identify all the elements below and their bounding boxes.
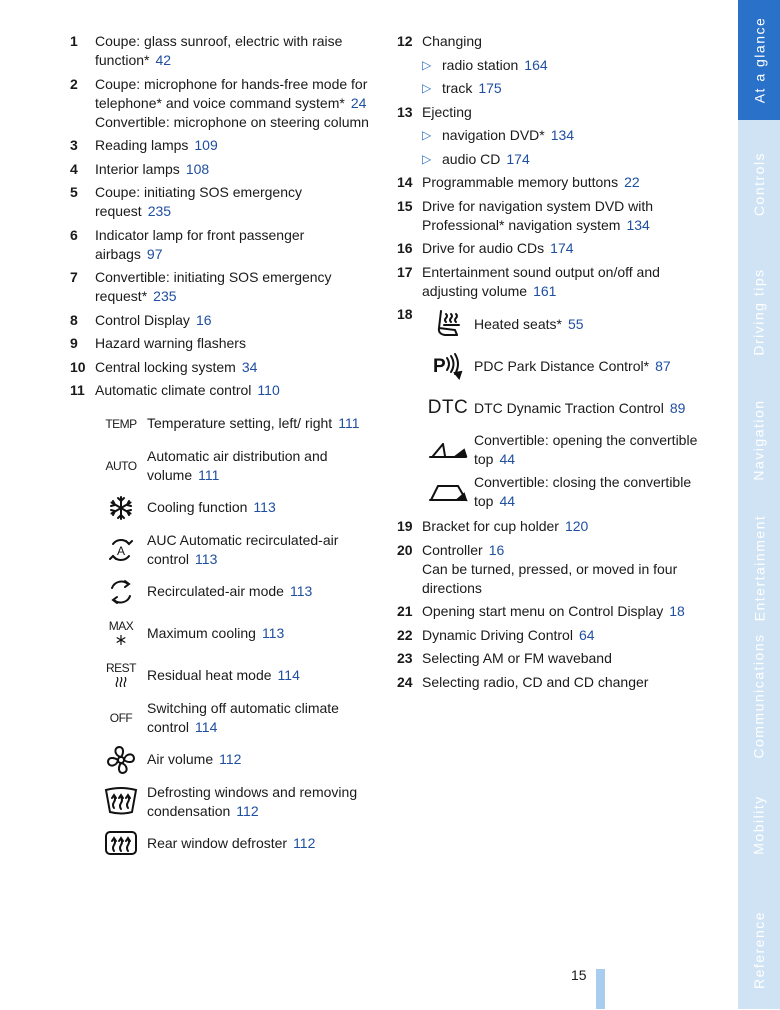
sub-item-label: track	[442, 80, 473, 96]
list-item	[70, 32, 375, 70]
icon-list-item	[397, 347, 712, 385]
item-number: 4	[70, 160, 78, 177]
item-label: Temperature setting, left/ right	[147, 415, 333, 431]
icon-list-item	[70, 783, 375, 821]
icon-label: TEMP	[105, 416, 137, 431]
page-reference-link[interactable]: 18	[669, 603, 685, 619]
item-number: 7	[70, 269, 78, 285]
svg-text:A: A	[116, 543, 126, 558]
page-reference-link[interactable]: 110	[257, 382, 280, 398]
item-text	[422, 103, 712, 122]
dtc-icon	[422, 397, 474, 418]
heated-seat-icon	[422, 308, 474, 340]
item-list-left	[70, 32, 375, 400]
item-label: Automatic climate control	[95, 382, 252, 398]
item-number: 24	[397, 673, 413, 690]
icon-list-item	[70, 825, 375, 863]
sidebar-tab-label: At a glance	[751, 16, 767, 104]
icon-item-text	[474, 315, 712, 334]
icon-list-item	[70, 447, 375, 485]
page-reference-link[interactable]: 111	[338, 415, 360, 431]
auto-icon	[95, 460, 147, 472]
page-reference-link[interactable]: 113	[261, 625, 285, 641]
item-label: Maximum cooling	[147, 625, 256, 641]
icon-item-text	[474, 357, 712, 376]
item-number: 3	[70, 137, 78, 153]
item-number: 17	[397, 263, 413, 280]
page-reference-link[interactable]: 114	[277, 667, 300, 683]
item-label: Selecting radio, CD and CD changer	[422, 673, 649, 690]
list-item	[70, 226, 375, 264]
icon-list-item	[70, 615, 375, 653]
page-reference-link[interactable]: 109	[194, 137, 218, 153]
item-number: 22	[397, 626, 413, 643]
convertible-top-open-icon	[422, 439, 474, 461]
item-text	[422, 32, 712, 51]
item-label: Control Display	[95, 311, 190, 328]
sidebar-tab-communications[interactable]	[738, 632, 780, 761]
icon-list-item	[397, 389, 712, 427]
section-sidebar	[738, 0, 780, 1009]
icon-item-text	[147, 666, 375, 685]
convertible-top-close-icon	[422, 480, 474, 504]
item-label: Drive for audio CDs	[422, 240, 545, 256]
sidebar-tab-entertainment[interactable]	[738, 504, 780, 633]
item-number: 10	[70, 358, 86, 375]
item-label: Central locking system	[95, 358, 236, 375]
rear-window-defrost-icon	[95, 829, 147, 859]
item-label: Selecting AM or FM waveband	[422, 650, 612, 666]
icon-item-text	[147, 447, 375, 485]
icon-item-text	[147, 699, 375, 737]
page-reference-link[interactable]: 235	[153, 288, 177, 304]
sub-item	[397, 79, 712, 98]
list-item	[397, 197, 712, 235]
item-label: Switching off automatic climate control	[147, 699, 339, 735]
list-item	[397, 173, 712, 192]
item-label: Residual heat mode	[147, 667, 272, 683]
page-reference-link[interactable]: 112	[236, 802, 259, 819]
item-label: Convertible: closing the convertible top	[474, 474, 692, 509]
page-reference-link[interactable]: 164	[524, 56, 548, 73]
recirculated-air-icon	[95, 578, 147, 606]
page-reference-link[interactable]: 112	[293, 835, 316, 851]
icon-list-item	[70, 699, 375, 737]
item-text	[95, 334, 375, 353]
sub-item	[397, 126, 712, 145]
item-text	[95, 311, 375, 330]
item-18	[397, 305, 712, 511]
arrow-right-icon: ▷	[422, 57, 432, 72]
list-item	[70, 268, 375, 306]
icon-item-text	[147, 783, 375, 821]
item-label: DTC Dynamic Traction Control	[474, 399, 664, 416]
list-item	[70, 160, 375, 179]
item-label: Drive for navigation system DVD with Professional* navigation system	[422, 197, 654, 233]
item-text	[422, 602, 712, 621]
page-reference-link[interactable]: 24	[350, 94, 367, 111]
item-label: Air volume	[147, 751, 214, 767]
residual-heat-icon	[95, 662, 147, 690]
pdc-park-distance-icon	[422, 352, 474, 380]
page-reference-link[interactable]: 113	[289, 583, 313, 599]
item-label: Changing	[422, 33, 482, 49]
item-text	[422, 239, 712, 258]
item-number: 5	[70, 184, 78, 200]
list-item	[70, 183, 375, 221]
max-cooling-icon	[95, 620, 147, 648]
icon-list-item	[397, 473, 712, 511]
item-label: Programmable memory buttons	[422, 174, 619, 190]
page-reference-link[interactable]: 134	[550, 127, 575, 143]
page-reference-link[interactable]: 89	[669, 399, 686, 416]
page-reference-link[interactable]: 174	[506, 150, 530, 167]
item-number: 12	[397, 33, 413, 49]
right-column	[397, 32, 712, 696]
item-label: Hazard warning flashers	[95, 335, 246, 351]
item-text	[422, 263, 712, 301]
sub-item-text	[442, 126, 712, 145]
arrow-right-icon: ▷	[422, 128, 432, 142]
icon-list-item	[70, 405, 375, 443]
sidebar-tab-mobility[interactable]	[738, 760, 780, 891]
sub-item	[397, 56, 712, 75]
page-reference-link[interactable]: 175	[478, 80, 502, 96]
item-number: 8	[70, 311, 78, 328]
icon-list-item	[397, 431, 712, 469]
item-text	[422, 541, 712, 598]
icon-item-text	[147, 414, 375, 433]
sub-item-text	[442, 56, 712, 75]
sidebar-tab-label: Entertainment	[751, 514, 768, 622]
item-label: Coupe: initiating SOS emergency request	[95, 184, 302, 219]
item-label: Recirculated-air mode	[147, 583, 284, 599]
item-label: Controller	[422, 541, 483, 558]
item-label: Convertible: opening the convertible top	[474, 432, 698, 467]
sidebar-tab-driving-tips[interactable]	[738, 248, 780, 377]
item-label: Coupe: microphone for hands-free mode for telephone* and voice command system*	[95, 75, 368, 111]
item-text	[422, 517, 712, 536]
item-text	[422, 626, 712, 645]
page-reference-link[interactable]: 134	[626, 216, 650, 233]
list-item	[70, 358, 375, 377]
page-reference-link[interactable]: 64	[578, 626, 595, 643]
page-reference-link[interactable]: 42	[155, 52, 172, 68]
sidebar-tab-label: Reference	[751, 910, 767, 989]
auc-recirculation-icon	[95, 536, 147, 564]
item-number: 23	[397, 650, 413, 666]
page-reference-link[interactable]: 22	[624, 174, 640, 190]
item-label: Ejecting	[422, 103, 472, 120]
list-item	[70, 334, 375, 353]
sub-item-label: audio CD	[442, 150, 501, 167]
item-number: 6	[70, 226, 78, 243]
page-number: 15	[571, 967, 587, 983]
item-extra-text: Can be turned, pressed, or moved in four directions	[422, 560, 678, 596]
sidebar-tab-label: Communications	[751, 633, 768, 759]
sub-item	[397, 150, 712, 169]
sub-item-label: radio station	[442, 56, 519, 73]
item-label: Entertainment sound output on/off and adjusting volume	[422, 263, 660, 299]
svg-text:P: P	[433, 356, 446, 377]
item-label: Defrosting windows and removing condensation	[147, 783, 358, 819]
icon-item-text	[474, 431, 712, 469]
item-number: 1	[70, 33, 78, 49]
page-reference-link[interactable]: 97	[146, 245, 163, 262]
page-reference-link[interactable]: 55	[567, 315, 584, 332]
icon-item-text	[147, 498, 375, 517]
list-item	[70, 75, 375, 132]
list-item	[397, 626, 712, 645]
list-item	[397, 673, 712, 692]
icon-list-item	[397, 305, 712, 343]
sidebar-tab-label: Navigation	[751, 399, 767, 481]
icon-list-item	[70, 657, 375, 695]
arrow-right-icon: ▷	[422, 81, 432, 95]
snowflake-icon	[95, 495, 147, 521]
icon-label: MAX	[108, 618, 134, 633]
item-label: Convertible: initiating SOS emergency request*	[95, 269, 332, 304]
item-text	[95, 160, 375, 179]
item-number: 9	[70, 335, 78, 351]
item-label: Automatic air distribution and volume	[147, 447, 328, 483]
icon-label: AUTO	[105, 458, 137, 473]
icon-item-text	[147, 624, 375, 643]
icon-list-item	[70, 573, 375, 611]
icon-item-text	[147, 582, 375, 601]
icon-label: DTC	[427, 397, 469, 418]
item-number: 13	[397, 103, 413, 120]
item-label: Coupe: glass sunroof, electric with raise function*	[95, 33, 343, 68]
item-label: Indicator lamp for front passenger airbags	[95, 226, 305, 262]
off-icon	[95, 712, 147, 724]
list-item	[397, 103, 712, 122]
icon-item-text	[147, 750, 375, 769]
sub-item-label: navigation DVD*	[442, 127, 545, 143]
page-reference-link[interactable]: 16	[488, 541, 505, 558]
fan-icon	[95, 744, 147, 776]
sidebar-tab-at-a-glance[interactable]	[738, 0, 780, 121]
item-text	[95, 268, 375, 306]
sidebar-tab-navigation[interactable]	[738, 376, 780, 505]
windshield-defrost-icon	[95, 786, 147, 818]
temp-icon	[95, 418, 147, 430]
item-number: 21	[397, 603, 413, 619]
page-reference-link[interactable]: 120	[564, 518, 589, 534]
sidebar-tab-label: Controls	[751, 151, 768, 217]
sidebar-tab-label: Mobility	[751, 795, 767, 855]
item-text	[95, 75, 375, 132]
item-number: 16	[397, 240, 413, 256]
list-item	[397, 541, 712, 598]
sub-item-text	[442, 79, 712, 98]
page-number-bar	[596, 969, 605, 1009]
item-text	[422, 197, 712, 235]
item-label: PDC Park Distance Control*	[474, 357, 650, 374]
item-label: Heated seats*	[474, 315, 562, 332]
icon-item-text	[474, 399, 712, 418]
sidebar-tab-reference[interactable]	[738, 890, 780, 1010]
page-reference-link[interactable]: 44	[499, 451, 516, 467]
page-reference-link[interactable]: 235	[147, 203, 172, 219]
page-reference-link[interactable]: 113	[195, 550, 218, 567]
item-label: Cooling function	[147, 499, 248, 515]
icon-list-item	[70, 489, 375, 527]
item-label: Reading lamps	[95, 137, 189, 153]
icon-item-text	[474, 473, 712, 511]
page-reference-link[interactable]: 44	[499, 493, 516, 509]
item-extra-text: Convertible: microphone on steering column	[95, 113, 369, 130]
item-number: 18	[397, 306, 413, 322]
item-text	[95, 32, 375, 70]
item-text	[95, 183, 375, 221]
page-reference-link[interactable]: 112	[219, 751, 242, 767]
icon-item-text	[147, 531, 375, 569]
climate-icon-list	[70, 405, 375, 863]
item-number: 19	[397, 518, 413, 534]
item-text	[95, 381, 375, 400]
item-18-rows	[397, 305, 712, 511]
page-reference-link[interactable]: 161	[533, 282, 557, 299]
item-label: Dynamic Driving Control	[422, 626, 573, 643]
item-label: Opening start menu on Control Display	[422, 603, 664, 619]
page-reference-link[interactable]: 34	[241, 358, 258, 375]
item-text	[95, 226, 375, 264]
item-number: 20	[397, 541, 413, 558]
item-text	[422, 649, 712, 668]
icon-label: OFF	[109, 710, 133, 725]
arrow-right-icon: ▷	[422, 151, 432, 166]
item-number: 15	[397, 197, 413, 214]
item-text	[422, 173, 712, 192]
list-item	[397, 602, 712, 621]
page-reference-link[interactable]: 108	[185, 160, 210, 177]
page-reference-link[interactable]: 16	[195, 311, 212, 328]
item-number: 2	[70, 75, 78, 92]
item-label: Bracket for cup holder	[422, 518, 559, 534]
sidebar-tab-controls[interactable]	[738, 120, 780, 249]
item-label: Rear window defroster	[147, 835, 288, 851]
sidebar-tab-label: Driving tips	[751, 268, 767, 356]
icon-list-item	[70, 531, 375, 569]
icon-item-text	[147, 834, 375, 853]
item-text	[95, 358, 375, 377]
item-text	[95, 136, 375, 155]
page-reference-link[interactable]: 113	[253, 499, 276, 515]
list-item	[397, 32, 712, 51]
item-number: 11	[70, 382, 85, 398]
page-reference-link[interactable]: 111	[198, 466, 220, 483]
item-text	[422, 673, 712, 692]
item-number: 14	[397, 174, 413, 190]
list-item	[397, 263, 712, 301]
left-column	[70, 32, 375, 867]
list-item	[70, 311, 375, 330]
item-label: Interior lamps	[95, 160, 180, 177]
page-reference-link[interactable]: 174	[550, 240, 574, 256]
item-list-right-b	[397, 517, 712, 692]
item-list-right	[397, 32, 712, 301]
list-item	[70, 381, 375, 400]
page-reference-link[interactable]: 114	[195, 718, 218, 735]
item-label: AUC Automatic recirculated-air control	[147, 531, 339, 567]
page-reference-link[interactable]: 87	[655, 357, 671, 374]
icon-label: REST	[105, 660, 136, 675]
list-item	[70, 136, 375, 155]
icon-list-item	[70, 741, 375, 779]
sub-item-text	[442, 150, 712, 169]
list-item	[397, 239, 712, 258]
list-item	[397, 649, 712, 668]
list-item	[397, 517, 712, 536]
